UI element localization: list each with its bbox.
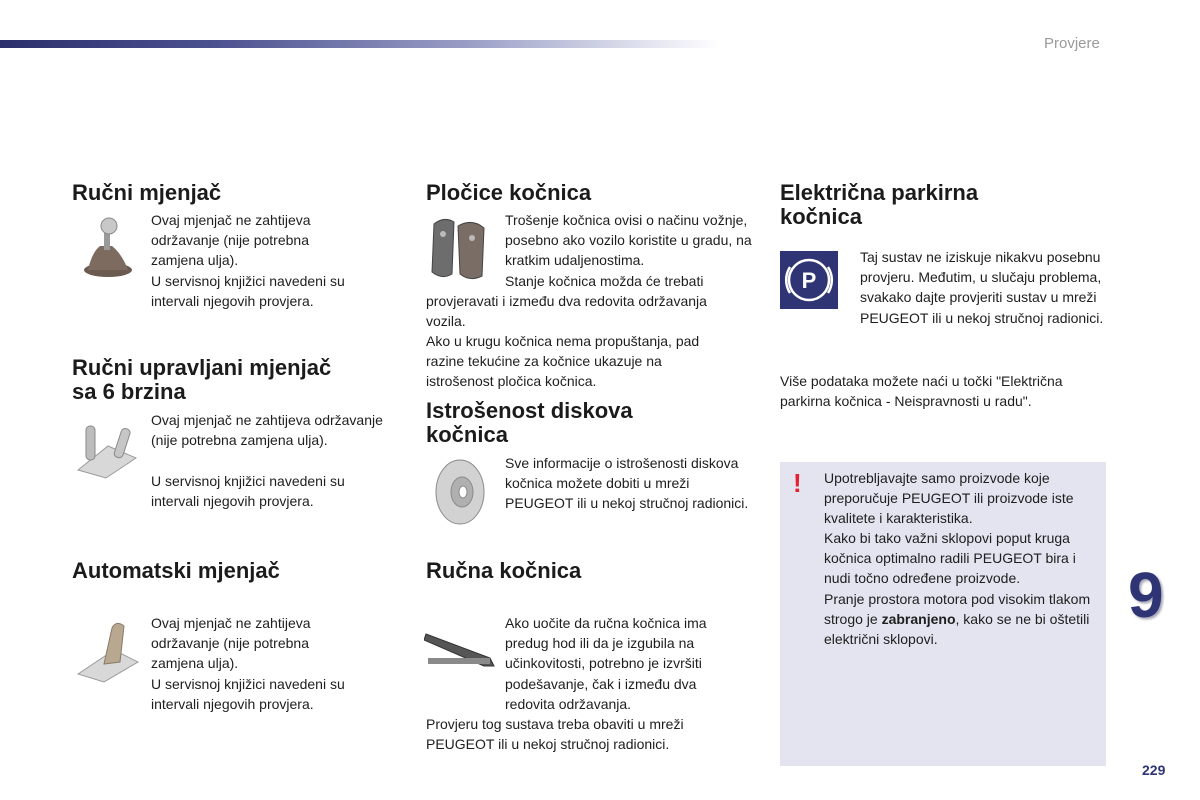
header-gradient-bar <box>0 40 720 48</box>
brake-pads-title: Pločice kočnica <box>426 180 592 205</box>
warning-text-3 <box>824 589 1099 650</box>
electronic-gear-selector-icon <box>74 420 140 480</box>
manual-gearbox-text: Ovaj mjenjač ne zahtijeva održavanje (nije potrebna zamjena ulja). <box>151 212 311 269</box>
warning-exclamation-icon: ! <box>793 468 802 498</box>
svg-text:P: P <box>801 268 817 293</box>
warning-text-3-bold: zabranjeno <box>881 611 956 628</box>
warning-text-1: Upotrebljavajte samo proizvode koje preporučuje PEUGEOT ili proizvode iste kvalitete i karakteristika. <box>824 470 1074 527</box>
brake-pads-text-2b: provjeravati i između dva redovita održavanja vozila. <box>426 293 707 330</box>
brake-pads-text: Trošenje kočnica ovisi o načinu vožnje, posebno ako vozilo koristite u gradu, na kratkim udaljenostima. <box>505 212 752 269</box>
manual-gear-lever-icon <box>78 214 138 278</box>
brake-discs-title-line1: Istrošenost diskova <box>426 398 633 423</box>
electric-parking-brake-title-line2: kočnica <box>780 204 862 229</box>
brake-discs-text: Sve informacije o istrošenosti diskova kočnica možete dobiti u mreži PEUGEOT ili u nekoj stručnoj radionici. <box>505 455 749 512</box>
electric-parking-brake-more-info: Više podataka možete naći u točki "Električna parkirna kočnica - Neispravnosti u radu". <box>780 373 1063 410</box>
six-speed-text: Ovaj mjenjač ne zahtijeva održavanje (nije potrebna zamjena ulja). <box>151 412 383 449</box>
brake-disc-icon <box>432 458 488 526</box>
six-speed-text-2: U servisnoj knjižici navedeni su intervali njegovih provjera. <box>151 473 345 510</box>
electric-parking-brake-title-line1: Električna parkirna <box>780 180 979 205</box>
handbrake-lever-icon <box>424 630 496 670</box>
automatic-gear-selector-icon <box>74 618 140 684</box>
automatic-gearbox-text: Ovaj mjenjač ne zahtijeva održavanje (nije potrebna zamjena ulja). <box>151 615 311 672</box>
brake-pads-text-3: Ako u krugu kočnica nema propuštanja, pad razine tekućine za kočnice ukazuje na istrošenost pločica kočnica. <box>426 333 700 390</box>
manual-gearbox-title: Ručni mjenjač <box>72 180 222 205</box>
manual-gearbox-text-2: U servisnoj knjižici navedeni su intervali njegovih provjera. <box>151 273 345 310</box>
chapter-number: 9 <box>1128 559 1164 631</box>
handbrake-title: Ručna kočnica <box>426 558 582 583</box>
brake-pads-text-2a: Stanje kočnica možda će trebati <box>505 273 704 289</box>
handbrake-text: Ako uočite da ručna kočnica ima predug hod ili da je izgubila na učinkovitosti, potrebno je izvršiti podešavanje, čak i između dva redovita održavanja. <box>505 615 707 712</box>
page-number: 229 <box>1142 762 1166 778</box>
automatic-gearbox-text-2: U servisnoj knjižici navedeni su intervali njegovih provjera. <box>151 676 345 713</box>
electric-parking-brake-text: Taj sustav ne iziskuje nikakvu posebnu provjeru. Međutim, u slučaju problema, svakako dajte provjeriti sustav u mreži PEUGEOT ili u nekoj stručnoj radionici. <box>860 249 1104 326</box>
brake-discs-title-line2: kočnica <box>426 422 508 447</box>
brake-pads-icon <box>428 214 492 282</box>
warning-text-3-a: Pranje prostora motora pod visokim tlakom strogo je <box>824 591 1091 628</box>
warning-text-2: Kako bi tako važni sklopovi poput kruga kočnica optimalno radili PEUGEOT bira i nudi točno određene proizvode. <box>824 530 1076 587</box>
section-label: Provjere <box>1044 35 1100 52</box>
warning-text-3-b: , kako se ne bi oštetili električni sklopovi. <box>824 611 1090 648</box>
six-speed-title-line2: sa 6 brzina <box>72 379 186 404</box>
handbrake-text-2: Provjeru tog sustava treba obaviti u mreži PEUGEOT ili u nekoj stručnoj radionici. <box>426 716 684 753</box>
six-speed-title-line1: Ručni upravljani mjenjač <box>72 355 332 380</box>
electric-parking-brake-icon <box>780 251 838 309</box>
automatic-gearbox-title: Automatski mjenjač <box>72 558 280 583</box>
